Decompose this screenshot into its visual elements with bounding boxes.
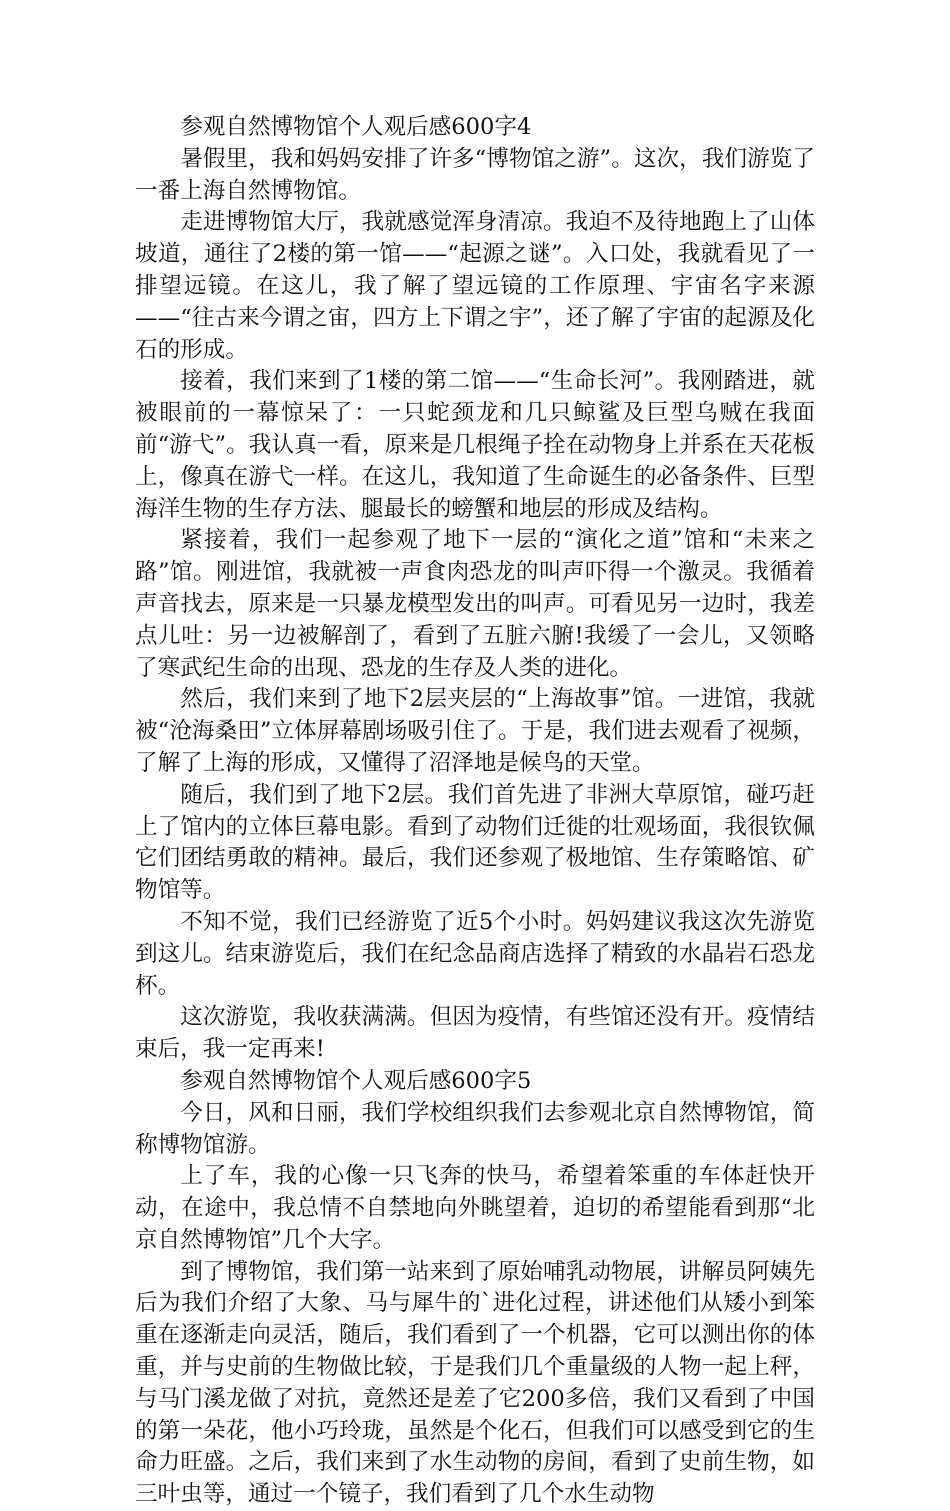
paragraph: 走进博物馆大厅，我就感觉浑身清凉。我迫不及待地跑上了山体坡道，通往了2楼的第一馆——“起源之谜”。入口处，我就看见了一排望远镜。在这儿，我了解了望远镜的工作原理、宇宙名字来源——“往古来今谓之宙，四方上下谓之宇”，还了解了宇宙的起源及化石的形成。	[135, 209, 815, 363]
paragraph: 上了车，我的心像一只飞奔的快马，希望着笨重的车体赶快开动，在途中，我总情不自禁地向外眺望着，迫切的希望能看到那“北京自然博物馆”几个大字。	[135, 1163, 815, 1253]
paragraph: 接着，我们来到了1楼的第二馆——“生命长河”。我刚踏进，就被眼前的一幕惊呆了：一只蛇颈龙和几只鲸鲨及巨型乌贼在我面前“游弋”。我认真一看，原来是几根绳子拴在动物身上并系在天花板上，像真在游弋一样。在这儿，我知道了生命诞生的必备条件、巨型海洋生物的生存方法、腿最长的螃蟹和地层的形成及结构。	[135, 368, 815, 522]
document-body	[135, 112, 815, 1511]
paragraph: 不知不觉，我们已经游览了近5个小时。妈妈建议我这次先游览到这儿。结束游览后，我们在纪念品商店选择了精致的水晶岩石恐龙杯。	[135, 908, 815, 999]
section-title-4: 参观自然博物馆个人观后感600字4	[180, 114, 532, 140]
paragraph: 到了博物馆，我们第一站来到了原始哺乳动物展，讲解员阿姨先后为我们介绍了大象、马与犀牛的`进化过程，讲述他们从矮小到笨重在逐渐走向灵活，随后，我们看到了一个机器，它可以测出你的体重，并与史前的生物做比较，于是我们几个重量级的人物一起上秤，与马门溪龙做了对抗，竟然还是差了它200多倍，我们又看到了中国的第一朵花，他小巧玲珑，虽然是个化石，但我们可以感受到它的生命力旺盛。之后，我们来到了水生动物的房间，看到了史前生物，如三叶虫等，通过一个镜子，我们看到了几个水生动物	[135, 1258, 815, 1508]
section-title-5: 参观自然博物馆个人观后感600字5	[180, 1067, 532, 1094]
paragraph: 随后，我们到了地下2层。我们首先进了非洲大草原馆，碰巧赶上了馆内的立体巨幕电影。看到了动物们迁徙的壮观场面，我很钦佩它们团结勇敢的精神。最后，我们还参观了极地馆、生存策略馆、矿物馆等。	[135, 781, 815, 904]
paragraph: 暑假里，我和妈妈安排了许多“博物馆之游”。这次，我们游览了一番上海自然博物馆。	[135, 145, 815, 204]
paragraph: 紧接着，我们一起参观了地下一层的“演化之道”馆和“未来之路”馆。刚进馆，我就被一声食肉恐龙的叫声吓得一个激灵。我循着声音找去，原来是一只暴龙模型发出的叫声。可看见另一边时，我差点儿吐：另一边被解剖了，看到了五脏六腑!我缓了一会儿，又领略了寒武纪生命的出现、恐龙的生存及人类的进化。	[135, 527, 815, 681]
paragraph: 今日，风和日丽，我们学校组织我们去参观北京自然博物馆，简称博物馆游。	[135, 1099, 815, 1158]
paragraph: 然后，我们来到了地下2层夹层的“上海故事”馆。一进馆，我就被“沧海桑田”立体屏幕剧场吸引住了。于是，我们进去观看了视频，了解了上海的形成，又懂得了沼泽地是候鸟的天堂。	[135, 686, 815, 776]
paragraph: 这次游览，我收获满满。但因为疫情，有些馆还没有开。疫情结束后，我一定再来!	[135, 1004, 815, 1063]
